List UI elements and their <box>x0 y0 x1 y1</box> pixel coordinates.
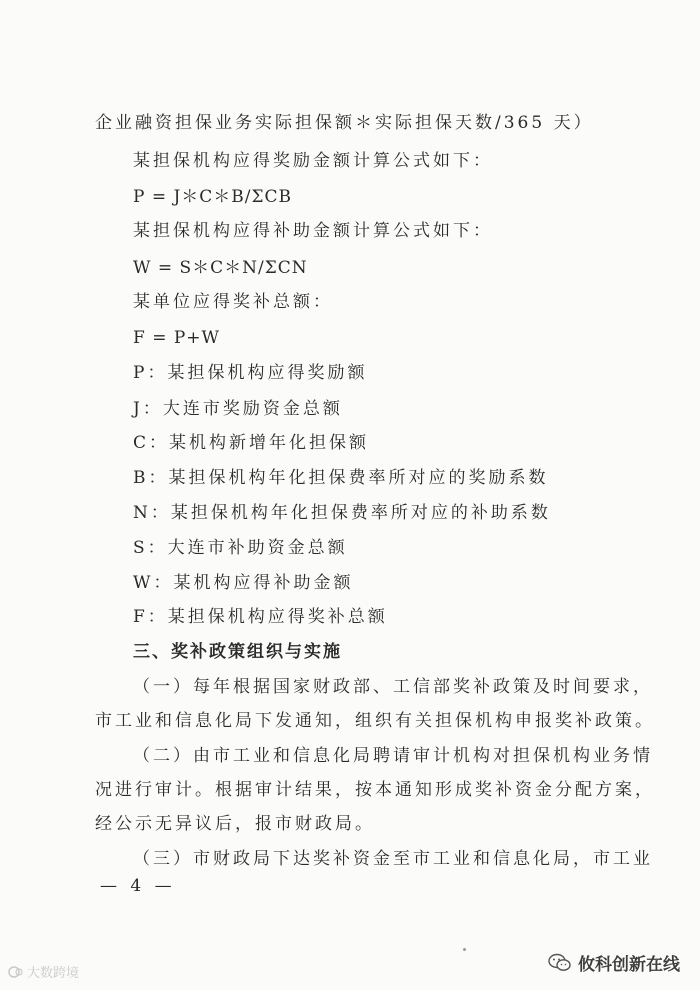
definition-f: F：某担保机构应得奖补总额 <box>133 607 388 627</box>
paragraph-1-line-1: （一）每年根据国家财政部、工信部奖补政策及时间要求， <box>133 677 653 697</box>
scan-speck <box>463 948 466 951</box>
definition-j: J：大连市奖励资金总额 <box>133 399 343 419</box>
text-line-2: 某担保机构应得奖励金额计算公式如下： <box>133 151 493 171</box>
watermark-left <box>8 962 79 981</box>
text-line-4: 某担保机构应得补助金额计算公式如下： <box>133 221 493 241</box>
definition-b: B：某担保机构年化担保费率所对应的奖励系数 <box>133 468 549 488</box>
formula-p: P = J＊C＊B/ΣCB <box>133 187 293 207</box>
definition-c: C：某机构新增年化担保额 <box>133 433 370 453</box>
watermark-right-text: 攸科创新在线 <box>578 955 680 975</box>
page-number: — 4 — <box>100 876 176 896</box>
definition-s: S：大连市补助资金总额 <box>133 538 348 558</box>
watermark-right <box>548 950 680 975</box>
text-line-1: 企业融资担保业务实际担保额＊实际担保天数/365 天） <box>95 113 594 133</box>
definition-p: P：某担保机构应得奖励额 <box>133 363 368 383</box>
paragraph-2-line-2: 况进行审计。根据审计结果，按本通知形成奖补资金分配方案， <box>95 780 655 800</box>
text-line-6: 某单位应得奖补总额： <box>133 292 333 312</box>
paragraph-1-line-2: 市工业和信息化局下发通知，组织有关担保机构申报奖补政策。 <box>95 711 655 731</box>
watermark-left-text: 大数跨境 <box>27 966 80 981</box>
formula-w: W = S＊C＊N/ΣCN <box>133 258 308 278</box>
paragraph-2-line-3: 经公示无异议后，报市财政局。 <box>95 814 375 834</box>
section-heading: 三、奖补政策组织与实施 <box>133 642 342 662</box>
definition-n: N：某担保机构年化担保费率所对应的补助系数 <box>133 503 551 523</box>
paragraph-3-line-1: （三）市财政局下达奖补资金至市工业和信息化局，市工业 <box>133 849 653 869</box>
paragraph-2-line-1: （二）由市工业和信息化局聘请审计机构对担保机构业务情 <box>133 746 653 766</box>
formula-f: F = P+W <box>133 328 221 348</box>
definition-w: W：某机构应得补助金额 <box>133 573 354 593</box>
wechat-icon <box>548 952 572 974</box>
watermark-logo-icon <box>8 965 24 979</box>
